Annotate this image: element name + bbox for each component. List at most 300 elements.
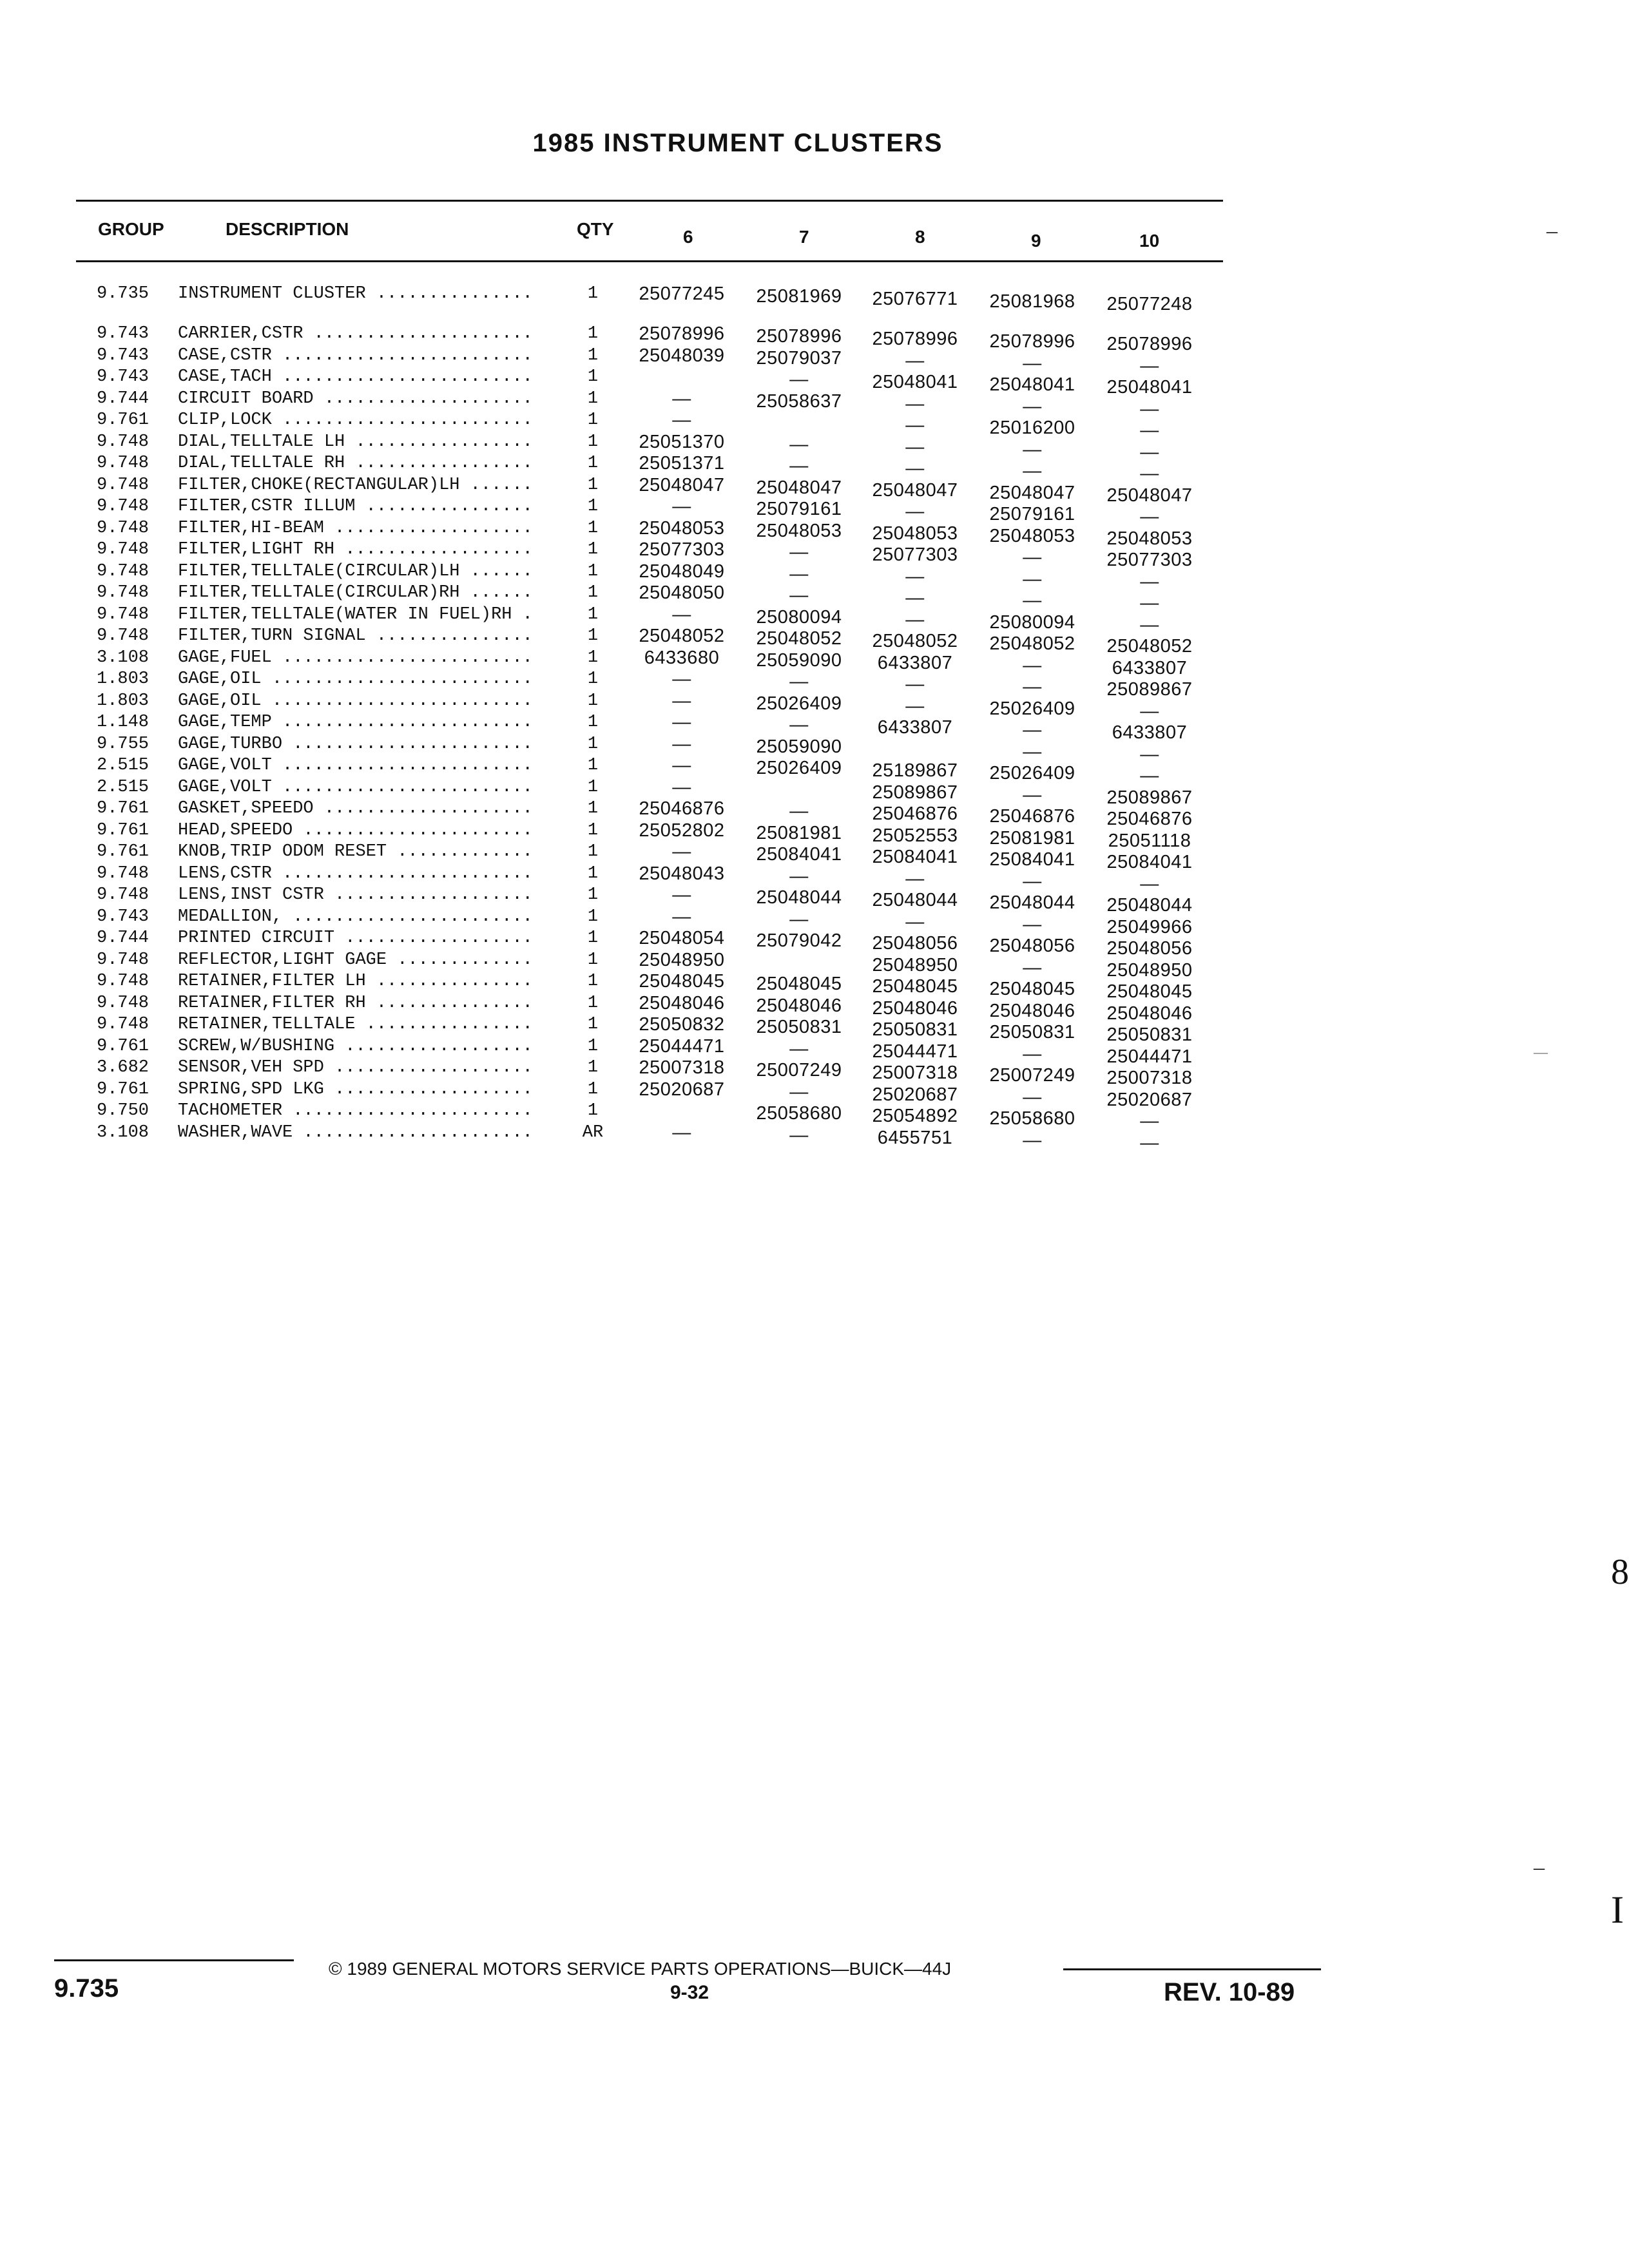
table-row bbox=[0, 561, 1629, 592]
table-row bbox=[0, 1079, 1629, 1110]
part-number-cell: 25048047 bbox=[639, 474, 725, 495]
part-number-cell: 25048046 bbox=[639, 992, 725, 1014]
part-number-cell: — bbox=[789, 671, 809, 692]
part-number-cell: 25078996 bbox=[639, 323, 725, 344]
description-cell: GAGE,OIL ......................... bbox=[178, 669, 533, 689]
part-number-cell: 25052553 bbox=[872, 825, 958, 846]
part-number-cell: — bbox=[905, 566, 925, 587]
group-cell: 9.761 bbox=[97, 1079, 149, 1099]
part-number-cell: — bbox=[789, 563, 809, 584]
part-number-cell: — bbox=[1140, 441, 1159, 463]
description-cell: LENS,CSTR ........................ bbox=[178, 863, 533, 883]
part-number-cell: — bbox=[789, 1038, 809, 1059]
qty-cell: 1 bbox=[587, 950, 599, 970]
part-number-cell: 25048046 bbox=[756, 995, 842, 1016]
part-number-cell: 25076771 bbox=[872, 289, 958, 309]
part-number-cell: 25048041 bbox=[989, 374, 1075, 395]
group-cell: 9.761 bbox=[97, 799, 149, 818]
part-number-cell: — bbox=[1023, 396, 1042, 417]
part-number-cell: — bbox=[1023, 720, 1042, 740]
qty-cell: 1 bbox=[587, 820, 599, 840]
part-number-cell: 25079161 bbox=[756, 499, 842, 519]
group-cell: 9.748 bbox=[97, 604, 149, 624]
description-cell: GAGE,OIL ......................... bbox=[178, 691, 533, 711]
part-number-cell: — bbox=[672, 496, 691, 517]
part-number-cell: — bbox=[672, 690, 691, 711]
part-number-cell: — bbox=[1140, 614, 1159, 635]
description-cell: GASKET,SPEEDO .................... bbox=[178, 799, 533, 818]
part-number-cell: 25059090 bbox=[756, 649, 842, 671]
part-number-cell: 25026409 bbox=[989, 763, 1075, 783]
part-number-cell: — bbox=[1023, 1129, 1042, 1151]
part-number-cell: — bbox=[1023, 784, 1042, 805]
part-number-cell: 25048046 bbox=[872, 997, 958, 1019]
part-number-cell: 25048047 bbox=[989, 482, 1075, 503]
group-cell: 9.748 bbox=[97, 972, 149, 991]
description-cell: PRINTED CIRCUIT .................. bbox=[178, 928, 533, 948]
part-number-cell: — bbox=[1023, 461, 1042, 481]
group-cell: 9.748 bbox=[97, 1015, 149, 1034]
qty-cell: 1 bbox=[587, 367, 599, 387]
part-number-cell: 6433807 bbox=[877, 717, 953, 738]
group-cell: 2.515 bbox=[97, 777, 149, 797]
description-cell: WASHER,WAVE ...................... bbox=[178, 1122, 533, 1142]
part-number-cell: — bbox=[1023, 741, 1042, 762]
table-row bbox=[0, 712, 1629, 743]
part-number-cell: 25058637 bbox=[756, 390, 842, 412]
description-cell: CASE,TACH ........................ bbox=[178, 367, 533, 387]
table-row bbox=[0, 669, 1629, 700]
table-row bbox=[0, 733, 1629, 765]
qty-cell: 1 bbox=[587, 1036, 599, 1056]
part-number-cell: 6433807 bbox=[1112, 722, 1188, 743]
part-number-cell: — bbox=[789, 434, 809, 455]
part-number-cell: 25058680 bbox=[756, 1103, 842, 1124]
part-number-cell: — bbox=[672, 776, 691, 798]
group-cell: 9.748 bbox=[97, 540, 149, 559]
table-row bbox=[0, 431, 1629, 463]
part-number-cell: 25084041 bbox=[1106, 852, 1193, 872]
part-number-cell: — bbox=[1023, 547, 1042, 568]
footer-rule-left bbox=[54, 1959, 294, 1961]
part-number-cell: 25048950 bbox=[639, 949, 725, 970]
part-number-cell: 25079037 bbox=[756, 347, 842, 369]
table-row bbox=[0, 776, 1629, 808]
part-number-cell: 25007318 bbox=[1106, 1068, 1193, 1088]
part-number-cell: 25026409 bbox=[756, 693, 842, 714]
group-cell: 9.748 bbox=[97, 561, 149, 581]
group-cell: 1.803 bbox=[97, 669, 149, 689]
part-number-cell: — bbox=[905, 868, 925, 889]
table-row bbox=[0, 284, 1629, 314]
header-qty: QTY bbox=[577, 219, 614, 239]
part-number-cell: 25046876 bbox=[989, 806, 1075, 827]
table-row bbox=[0, 582, 1629, 613]
part-number-cell: 25048045 bbox=[989, 979, 1075, 999]
description-cell: GAGE,FUEL ........................ bbox=[178, 648, 533, 668]
part-number-cell: 25080094 bbox=[989, 611, 1075, 633]
description-cell: DIAL,TELLTALE LH ................. bbox=[178, 432, 533, 452]
part-number-cell: — bbox=[1140, 420, 1159, 441]
part-number-cell: 25020687 bbox=[1106, 1089, 1193, 1110]
group-cell: 2.515 bbox=[97, 756, 149, 775]
table-row bbox=[0, 388, 1629, 419]
qty-cell: 1 bbox=[587, 777, 599, 797]
part-number-cell: — bbox=[789, 1081, 809, 1102]
part-number-cell: 25051371 bbox=[639, 453, 725, 474]
part-number-cell: — bbox=[1023, 1043, 1042, 1064]
part-number-cell: 25081968 bbox=[989, 291, 1075, 312]
part-number-cell: — bbox=[1140, 506, 1159, 527]
group-cell: 9.744 bbox=[97, 389, 149, 408]
part-number-cell: 25084041 bbox=[756, 844, 842, 865]
description-cell: CLIP,LOCK ........................ bbox=[178, 410, 533, 430]
part-number-cell: — bbox=[789, 715, 809, 735]
description-cell: CARRIER,CSTR ..................... bbox=[178, 324, 533, 343]
description-cell: FILTER,TURN SIGNAL ............... bbox=[178, 626, 533, 646]
part-number-cell: — bbox=[1023, 914, 1042, 935]
part-number-cell: 25026409 bbox=[989, 698, 1075, 719]
part-number-cell: 25054892 bbox=[872, 1106, 958, 1126]
part-number-cell: 25048053 bbox=[1106, 528, 1193, 549]
part-number-cell: — bbox=[905, 415, 925, 436]
qty-cell: 1 bbox=[587, 518, 599, 538]
group-cell: 9.748 bbox=[97, 432, 149, 452]
part-number-cell: 25051118 bbox=[1108, 830, 1191, 851]
part-number-cell: 25007318 bbox=[639, 1057, 725, 1078]
part-number-cell: 25048039 bbox=[639, 345, 725, 366]
footer-page-number: 9-32 bbox=[670, 1982, 709, 2003]
part-number-cell: 6433680 bbox=[644, 647, 720, 668]
part-number-cell: 25048052 bbox=[756, 628, 842, 649]
table-row bbox=[0, 690, 1629, 722]
description-cell: GAGE,TEMP ........................ bbox=[178, 713, 533, 732]
part-number-cell: 25048044 bbox=[1106, 895, 1193, 916]
part-number-cell: 25048045 bbox=[872, 976, 958, 997]
part-number-cell: — bbox=[672, 604, 691, 625]
table-row bbox=[0, 604, 1629, 635]
part-number-cell: — bbox=[905, 695, 925, 716]
part-number-cell: 25048052 bbox=[1106, 636, 1193, 657]
part-number-cell: — bbox=[789, 908, 809, 930]
group-cell: 9.743 bbox=[97, 907, 149, 927]
description-cell: RETAINER,FILTER LH ............... bbox=[178, 972, 533, 991]
table-row bbox=[0, 647, 1629, 678]
part-number-cell: 25048046 bbox=[989, 1000, 1075, 1021]
part-number-cell: — bbox=[1140, 463, 1159, 484]
margin-mark-4: – bbox=[1534, 1856, 1545, 1879]
description-cell: FILTER,CSTR ILLUM ................ bbox=[178, 497, 533, 516]
group-cell: 9.748 bbox=[97, 626, 149, 646]
part-number-cell: 6433807 bbox=[877, 652, 953, 673]
group-cell: 9.748 bbox=[97, 885, 149, 905]
group-cell: 9.743 bbox=[97, 367, 149, 387]
part-number-cell: 25089867 bbox=[1106, 679, 1193, 700]
group-cell: 9.761 bbox=[97, 842, 149, 861]
description-cell: FILTER,CHOKE(RECTANGULAR)LH ...... bbox=[178, 475, 533, 495]
part-number-cell: 25048044 bbox=[872, 890, 958, 910]
group-cell: 9.743 bbox=[97, 324, 149, 343]
part-number-cell: 25084041 bbox=[989, 849, 1075, 870]
qty-cell: 1 bbox=[587, 842, 599, 861]
part-number-cell: 25081981 bbox=[756, 822, 842, 843]
qty-cell: 1 bbox=[587, 907, 599, 927]
table-row bbox=[0, 820, 1629, 851]
part-number-cell: 25077303 bbox=[872, 544, 958, 565]
description-cell: GAGE,VOLT ........................ bbox=[178, 756, 533, 775]
part-number-cell: 25046876 bbox=[639, 798, 725, 819]
part-number-cell: 25048045 bbox=[756, 974, 842, 994]
qty-cell: 1 bbox=[587, 432, 599, 452]
table-row bbox=[0, 755, 1629, 786]
page-title: 1985 INSTRUMENT CLUSTERS bbox=[532, 129, 943, 157]
part-number-cell: 25007249 bbox=[756, 1060, 842, 1081]
group-cell: 9.743 bbox=[97, 345, 149, 365]
part-number-cell: — bbox=[1140, 744, 1159, 765]
description-cell: FILTER,TELLTALE(WATER IN FUEL)RH . bbox=[178, 604, 533, 624]
part-number-cell: — bbox=[1140, 1111, 1159, 1131]
part-number-cell: 25044471 bbox=[639, 1035, 725, 1057]
table-row bbox=[0, 367, 1629, 398]
part-number-cell: 25048041 bbox=[872, 372, 958, 392]
description-cell: FILTER,TELLTALE(CIRCULAR)LH ...... bbox=[178, 561, 533, 581]
part-number-cell: 25048052 bbox=[639, 626, 725, 646]
table-row bbox=[0, 474, 1629, 506]
qty-cell: 1 bbox=[587, 454, 599, 473]
part-number-cell: 25189867 bbox=[872, 760, 958, 781]
part-number-cell: — bbox=[1140, 355, 1159, 376]
table-row bbox=[0, 885, 1629, 916]
group-cell: 9.735 bbox=[97, 284, 149, 303]
qty-cell: AR bbox=[582, 1122, 604, 1142]
part-number-cell: — bbox=[1023, 1086, 1042, 1108]
qty-cell: 1 bbox=[587, 561, 599, 581]
qty-cell: 1 bbox=[587, 475, 599, 495]
part-number-cell: 25048044 bbox=[756, 887, 842, 908]
header-group: GROUP bbox=[98, 219, 164, 239]
description-cell: GAGE,TURBO ....................... bbox=[178, 734, 533, 754]
group-cell: 9.748 bbox=[97, 863, 149, 883]
group-cell: 9.748 bbox=[97, 993, 149, 1013]
qty-cell: 1 bbox=[587, 713, 599, 732]
part-number-cell: — bbox=[1023, 439, 1042, 460]
description-cell: HEAD,SPEEDO ...................... bbox=[178, 820, 533, 840]
part-number-cell: 25048049 bbox=[639, 561, 725, 582]
part-number-cell: 25078996 bbox=[1106, 334, 1193, 354]
part-number-cell: 25051370 bbox=[639, 431, 725, 452]
footer-copyright: © 1989 GENERAL MOTORS SERVICE PARTS OPERATIONS—BUICK—44J bbox=[329, 1959, 952, 1979]
part-number-cell: — bbox=[1140, 593, 1159, 613]
qty-cell: 1 bbox=[587, 497, 599, 516]
margin-mark-3: 8 bbox=[1611, 1552, 1629, 1592]
part-number-cell: 25048047 bbox=[756, 477, 842, 498]
part-number-cell: 25044471 bbox=[872, 1041, 958, 1062]
group-cell: 9.744 bbox=[97, 928, 149, 948]
part-number-cell: — bbox=[672, 733, 691, 754]
part-number-cell: 25050832 bbox=[639, 1014, 725, 1035]
part-number-cell: 25048045 bbox=[639, 971, 725, 992]
footer-revision: REV. 10-89 bbox=[1164, 1978, 1295, 2006]
part-number-cell: 25048053 bbox=[756, 520, 842, 541]
part-number-cell: — bbox=[672, 1122, 691, 1143]
description-cell: SENSOR,VEH SPD ................... bbox=[178, 1058, 533, 1077]
part-number-cell: — bbox=[905, 588, 925, 608]
part-number-cell: — bbox=[1023, 568, 1042, 590]
footer-section: 9.735 bbox=[54, 1974, 119, 2003]
description-cell: REFLECTOR,LIGHT GAGE ............. bbox=[178, 950, 533, 970]
description-cell: CASE,CSTR ........................ bbox=[178, 345, 533, 365]
margin-mark-5: I bbox=[1611, 1888, 1624, 1931]
table-row bbox=[0, 517, 1629, 549]
table-row bbox=[0, 626, 1629, 657]
group-cell: 1.803 bbox=[97, 691, 149, 711]
table-row bbox=[0, 1057, 1629, 1088]
part-number-cell: 25058680 bbox=[989, 1108, 1075, 1129]
description-cell: FILTER,TELLTALE(CIRCULAR)RH ...... bbox=[178, 583, 533, 602]
part-number-cell: 25048047 bbox=[1106, 485, 1193, 506]
part-number-cell: — bbox=[1023, 590, 1042, 611]
part-number-cell: — bbox=[1023, 655, 1042, 676]
description-cell: FILTER,HI-BEAM ................... bbox=[178, 518, 533, 538]
part-number-cell: 25007318 bbox=[872, 1062, 958, 1083]
part-number-cell: — bbox=[789, 865, 809, 887]
margin-mark-2: — bbox=[1534, 1044, 1548, 1060]
header-bottom-rule bbox=[76, 260, 1223, 262]
qty-cell: 1 bbox=[587, 1079, 599, 1099]
part-number-cell: — bbox=[1023, 957, 1042, 978]
part-number-cell: 25089867 bbox=[872, 782, 958, 803]
part-number-cell: 25078996 bbox=[989, 331, 1075, 352]
table-row bbox=[0, 928, 1629, 959]
description-cell: INSTRUMENT CLUSTER ............... bbox=[178, 284, 533, 303]
part-number-cell: 25048041 bbox=[1106, 377, 1193, 398]
description-cell: CIRCUIT BOARD .................... bbox=[178, 389, 533, 408]
part-number-cell: — bbox=[1140, 700, 1159, 722]
description-cell: DIAL,TELLTALE RH ................. bbox=[178, 454, 533, 473]
table-row bbox=[0, 971, 1629, 1002]
group-cell: 3.108 bbox=[97, 648, 149, 668]
table-row bbox=[0, 345, 1629, 376]
part-number-cell: — bbox=[789, 542, 809, 562]
part-number-cell: — bbox=[672, 712, 691, 733]
group-cell: 9.761 bbox=[97, 410, 149, 430]
table-row bbox=[0, 410, 1629, 441]
part-number-cell: 25020687 bbox=[639, 1079, 725, 1100]
header-top-rule bbox=[76, 200, 1223, 202]
group-cell: 9.755 bbox=[97, 734, 149, 754]
qty-cell: 1 bbox=[587, 669, 599, 689]
qty-cell: 1 bbox=[587, 1015, 599, 1034]
table-row bbox=[0, 906, 1629, 937]
description-cell: GAGE,VOLT ........................ bbox=[178, 777, 533, 797]
group-cell: 9.748 bbox=[97, 583, 149, 602]
part-number-cell: 25048054 bbox=[639, 928, 725, 948]
part-number-cell: — bbox=[672, 885, 691, 905]
part-number-cell: — bbox=[1140, 398, 1159, 419]
qty-cell: 1 bbox=[587, 691, 599, 711]
part-number-cell: — bbox=[1140, 571, 1159, 592]
qty-cell: 1 bbox=[587, 1101, 599, 1120]
part-number-cell: 25077245 bbox=[639, 284, 725, 304]
part-number-cell: 6433807 bbox=[1112, 657, 1188, 678]
qty-cell: 1 bbox=[587, 799, 599, 818]
qty-cell: 1 bbox=[587, 863, 599, 883]
description-cell: SPRING,SPD LKG ................... bbox=[178, 1079, 533, 1099]
part-number-cell: 25048053 bbox=[872, 523, 958, 544]
qty-cell: 1 bbox=[587, 389, 599, 408]
table-row bbox=[0, 1014, 1629, 1045]
part-number-cell: — bbox=[905, 393, 925, 414]
group-cell: 9.748 bbox=[97, 497, 149, 516]
table-row bbox=[0, 949, 1629, 981]
part-number-cell: 25020687 bbox=[872, 1084, 958, 1105]
group-cell: 9.748 bbox=[97, 454, 149, 473]
part-number-cell: — bbox=[1140, 873, 1159, 894]
group-cell: 3.682 bbox=[97, 1058, 149, 1077]
part-number-cell: 25048053 bbox=[989, 525, 1075, 546]
part-number-cell: — bbox=[672, 841, 691, 862]
part-number-cell: — bbox=[789, 585, 809, 606]
qty-cell: 1 bbox=[587, 583, 599, 602]
header-description: DESCRIPTION bbox=[226, 219, 349, 239]
header-col-10: 10 bbox=[1139, 231, 1160, 251]
description-cell: LENS,INST CSTR ................... bbox=[178, 885, 533, 905]
qty-cell: 1 bbox=[587, 284, 599, 303]
group-cell: 9.748 bbox=[97, 518, 149, 538]
qty-cell: 1 bbox=[587, 885, 599, 905]
part-number-cell: 25048045 bbox=[1106, 981, 1193, 1002]
table-row bbox=[0, 496, 1629, 527]
qty-cell: 1 bbox=[587, 1058, 599, 1077]
part-number-cell: — bbox=[789, 456, 809, 476]
part-number-cell: 25048044 bbox=[989, 892, 1075, 913]
part-number-cell: 25050831 bbox=[1106, 1024, 1193, 1045]
part-number-cell: 25048950 bbox=[872, 954, 958, 975]
part-number-cell: — bbox=[1023, 352, 1042, 374]
part-number-cell: 25048047 bbox=[872, 479, 958, 501]
group-cell: 9.761 bbox=[97, 1036, 149, 1056]
header-col-6: 6 bbox=[683, 227, 693, 247]
part-number-cell: — bbox=[672, 669, 691, 689]
part-number-cell: — bbox=[672, 388, 691, 409]
part-number-cell: — bbox=[905, 350, 925, 371]
part-number-cell: 25077248 bbox=[1106, 294, 1193, 314]
part-number-cell: 25048056 bbox=[989, 936, 1075, 956]
qty-cell: 1 bbox=[587, 604, 599, 624]
qty-cell: 1 bbox=[587, 734, 599, 754]
table-row bbox=[0, 798, 1629, 829]
part-number-cell: 25048052 bbox=[989, 633, 1075, 654]
part-number-cell: 25048052 bbox=[872, 631, 958, 651]
part-number-cell: — bbox=[672, 906, 691, 927]
qty-cell: 1 bbox=[587, 324, 599, 343]
part-number-cell: — bbox=[1140, 1132, 1159, 1153]
part-number-cell: 25016200 bbox=[989, 418, 1075, 438]
part-number-cell: — bbox=[789, 801, 809, 822]
part-number-cell: 25077303 bbox=[1106, 550, 1193, 570]
qty-cell: 1 bbox=[587, 993, 599, 1013]
qty-cell: 1 bbox=[587, 972, 599, 991]
part-number-cell: 25050831 bbox=[872, 1019, 958, 1040]
qty-cell: 1 bbox=[587, 540, 599, 559]
header-col-8: 8 bbox=[915, 227, 925, 247]
description-cell: TACHOMETER ....................... bbox=[178, 1101, 533, 1120]
description-cell: SCREW,W/BUSHING .................. bbox=[178, 1036, 533, 1056]
part-number-cell: 25078996 bbox=[756, 326, 842, 347]
part-number-cell: 25079161 bbox=[989, 504, 1075, 524]
table-row bbox=[0, 1122, 1629, 1153]
part-number-cell: 25044471 bbox=[1106, 1046, 1193, 1067]
